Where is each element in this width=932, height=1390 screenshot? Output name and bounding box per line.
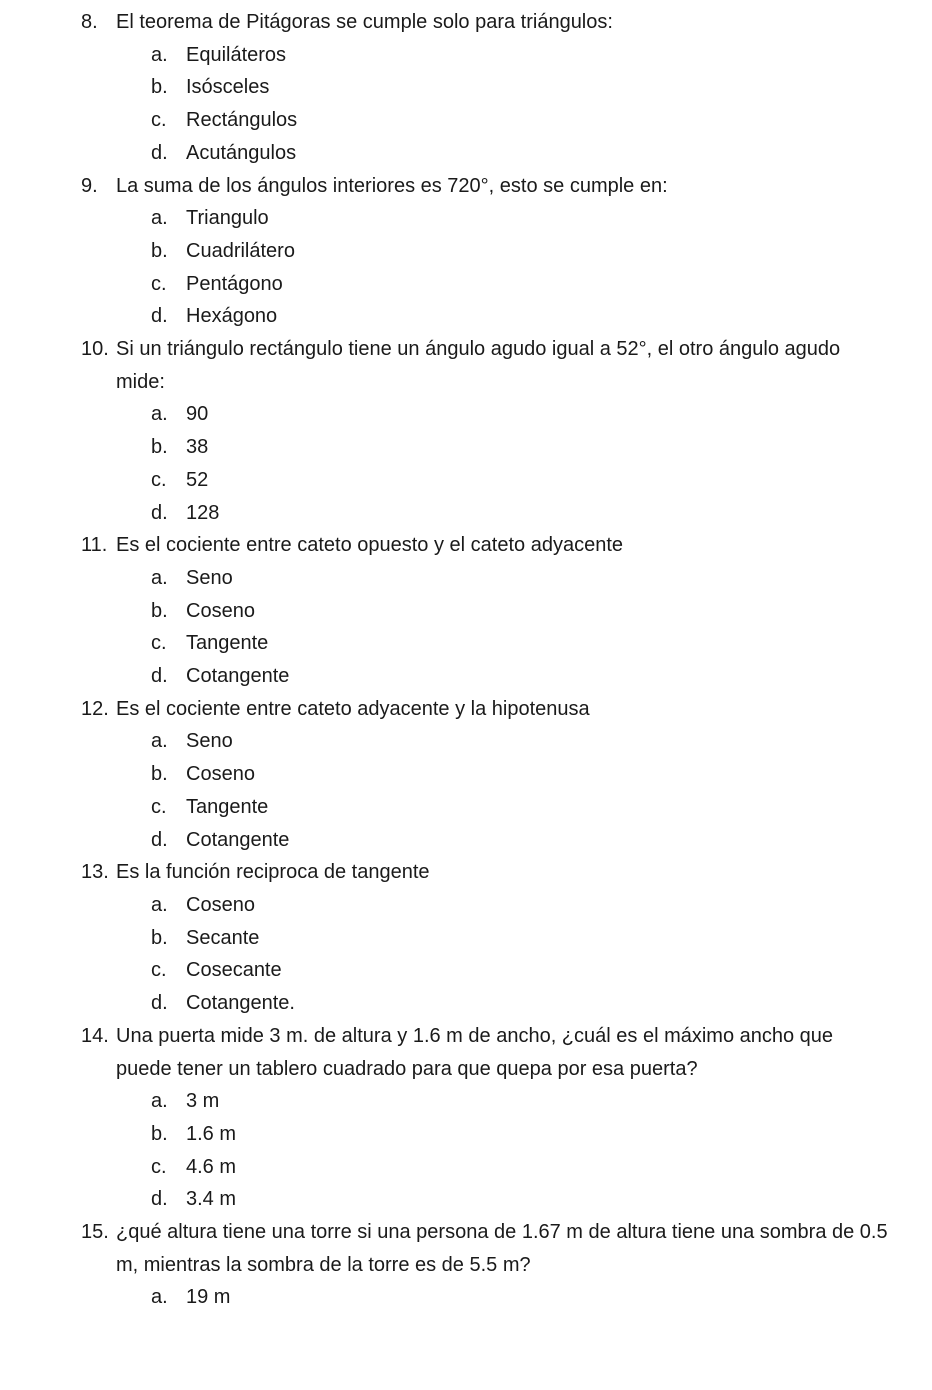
question-heading [0, 170, 932, 203]
option-text: 19 m [186, 1286, 231, 1309]
answer-option [0, 922, 932, 955]
option-text: Cotangente [186, 828, 290, 851]
option-text: Seno [186, 730, 233, 753]
question-text: La suma de los ángulos interiores es 720°, esto se cumple en: [116, 174, 668, 197]
option-text: Acutángulos [186, 141, 297, 164]
option-text: Tangente [186, 795, 269, 818]
answer-option [0, 660, 932, 693]
question-block [0, 529, 932, 693]
question-block [0, 1020, 932, 1216]
option-letter: d. [151, 828, 168, 851]
answer-option [0, 1151, 932, 1184]
option-text: Secante [186, 926, 260, 949]
option-text: Cosecante [186, 959, 282, 982]
answer-option [0, 824, 932, 857]
option-letter: c. [151, 468, 167, 491]
answer-option [0, 235, 932, 268]
option-text: 38 [186, 436, 209, 459]
option-text: Coseno [186, 763, 255, 786]
question-number: 9. [81, 174, 98, 197]
option-text: 90 [186, 403, 209, 426]
question-heading [0, 1020, 932, 1085]
answer-option [0, 137, 932, 170]
question-block [0, 856, 932, 1020]
answer-option [0, 104, 932, 137]
option-letter: b. [151, 599, 168, 622]
option-letter: d. [151, 992, 168, 1015]
answer-option [0, 1118, 932, 1151]
question-heading [0, 856, 932, 889]
option-text: Coseno [186, 599, 255, 622]
question-heading [0, 529, 932, 562]
option-letter: d. [151, 305, 168, 328]
answer-options [0, 1281, 932, 1314]
question-block [0, 333, 932, 529]
question-text: ¿qué altura tiene una torre si una persona de 1.67 m de altura tiene una sombra de 0.5 m, mientras la sombra de la torre es de 5.5 m? [116, 1221, 888, 1276]
option-letter: a. [151, 730, 168, 753]
option-text: 128 [186, 501, 220, 524]
question-text: Es el cociente entre cateto adyacente y la hipotenusa [116, 697, 590, 720]
option-letter: d. [151, 1188, 168, 1211]
answer-option [0, 1085, 932, 1118]
option-text: 3 m [186, 1090, 220, 1113]
answer-option [0, 562, 932, 595]
option-text: Cotangente. [186, 992, 295, 1015]
answer-options [0, 202, 932, 333]
option-letter: a. [151, 403, 168, 426]
answer-option [0, 431, 932, 464]
option-text: 3.4 m [186, 1188, 237, 1211]
question-number: 10. [81, 338, 109, 361]
option-text: Seno [186, 566, 233, 589]
answer-option [0, 398, 932, 431]
option-text: Triangulo [186, 207, 269, 230]
answer-option [0, 954, 932, 987]
answer-option [0, 725, 932, 758]
question-block [0, 170, 932, 334]
option-letter: a. [151, 43, 168, 66]
answer-option [0, 627, 932, 660]
option-text: Cuadrilátero [186, 239, 295, 262]
answer-option [0, 464, 932, 497]
answer-option [0, 595, 932, 628]
option-letter: b. [151, 1122, 168, 1145]
question-block [0, 693, 932, 857]
option-letter: b. [151, 436, 168, 459]
option-text: Hexágono [186, 305, 278, 328]
answer-option [0, 71, 932, 104]
answer-option [0, 889, 932, 922]
option-letter: a. [151, 893, 168, 916]
option-letter: d. [151, 501, 168, 524]
option-letter: a. [151, 1286, 168, 1309]
answer-option [0, 202, 932, 235]
answer-option [0, 1183, 932, 1216]
question-number: 15. [81, 1221, 109, 1244]
answer-options [0, 398, 932, 529]
question-number: 14. [81, 1024, 109, 1047]
answer-option [0, 1281, 932, 1314]
answer-options [0, 1085, 932, 1216]
option-text: 4.6 m [186, 1155, 237, 1178]
option-text: Rectángulos [186, 109, 298, 132]
answer-option [0, 268, 932, 301]
option-text: 1.6 m [186, 1122, 237, 1145]
answer-options [0, 562, 932, 693]
option-letter: c. [151, 795, 167, 818]
question-text: El teorema de Pitágoras se cumple solo para triángulos: [116, 11, 613, 33]
option-letter: c. [151, 632, 167, 655]
option-text: Pentágono [186, 272, 283, 295]
question-heading [0, 333, 932, 398]
option-letter: a. [151, 1090, 168, 1113]
question-number: 8. [81, 11, 98, 33]
option-letter: c. [151, 109, 167, 132]
question-heading [0, 1216, 932, 1281]
option-text: 52 [186, 468, 209, 491]
answer-option [0, 791, 932, 824]
question-number: 11. [81, 534, 108, 557]
option-letter: b. [151, 239, 168, 262]
question-number: 12. [81, 697, 109, 720]
answer-option [0, 300, 932, 333]
answer-option [0, 497, 932, 530]
answer-option [0, 39, 932, 72]
option-letter: c. [151, 1155, 167, 1178]
question-text: Una puerta mide 3 m. de altura y 1.6 m de ancho, ¿cuál es el máximo ancho que puede tener un tablero cuadrado para que quepa por esa puerta? [116, 1024, 834, 1080]
option-text: Coseno [186, 893, 255, 916]
option-letter: c. [151, 272, 167, 295]
question-heading [0, 693, 932, 726]
option-text: Cotangente [186, 665, 290, 688]
answer-options [0, 725, 932, 856]
question-number: 13. [81, 861, 109, 884]
answer-option [0, 758, 932, 791]
option-letter: d. [151, 141, 168, 164]
option-letter: b. [151, 76, 168, 99]
option-text: Equiláteros [186, 43, 287, 66]
answer-options [0, 889, 932, 1020]
answer-option [0, 987, 932, 1020]
option-letter: b. [151, 763, 168, 786]
question-text: Es la función reciproca de tangente [116, 861, 430, 884]
question-block [0, 6, 932, 170]
option-letter: c. [151, 959, 167, 982]
question-heading [0, 6, 932, 39]
option-text: Isósceles [186, 76, 270, 99]
question-block [0, 1216, 932, 1314]
question-text: Es el cociente entre cateto opuesto y el cateto adyacente [116, 534, 623, 557]
option-letter: d. [151, 665, 168, 688]
question-text: Si un triángulo rectángulo tiene un ángulo agudo igual a 52°, el otro ángulo agudo mide: [116, 338, 841, 393]
option-letter: b. [151, 926, 168, 949]
option-letter: a. [151, 566, 168, 589]
option-text: Tangente [186, 632, 269, 655]
option-letter: a. [151, 207, 168, 230]
answer-options [0, 39, 932, 170]
